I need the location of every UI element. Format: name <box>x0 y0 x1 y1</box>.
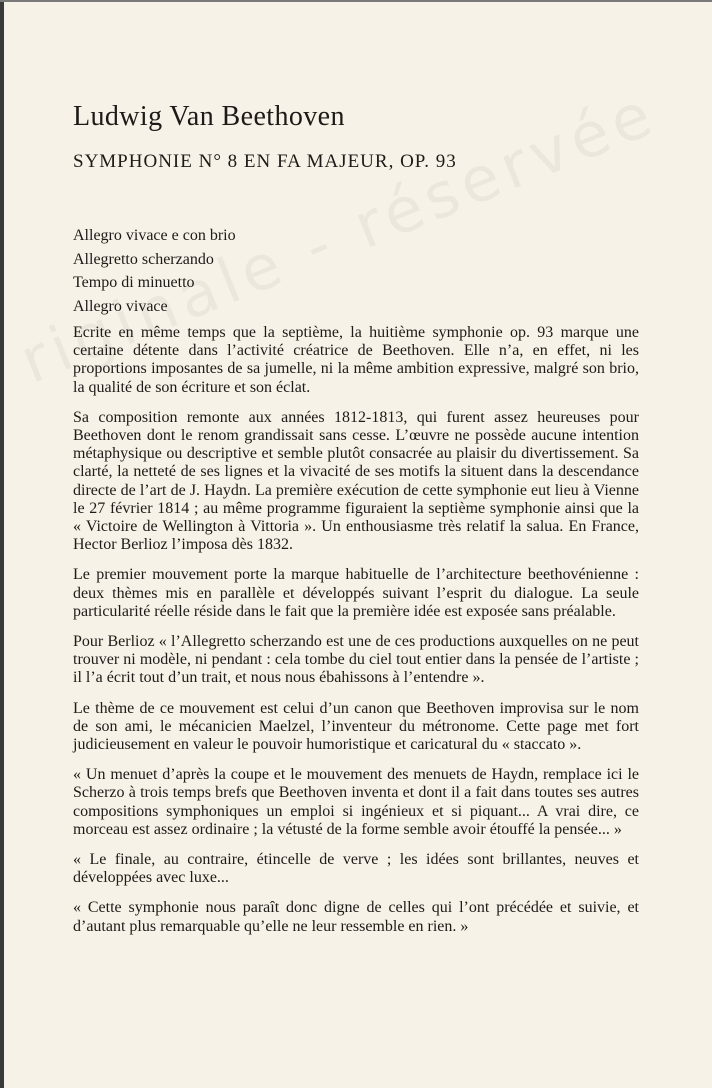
movement-item: Allegro vivace <box>73 297 168 315</box>
paragraph: Ecrite en même temps que la septième, la huitième symphonie op. 93 marque une certaine détente dans l’activité créatrice de Beethoven. Elle n’a, en effet, ni les proportions imposantes de sa jumelle, ni la même ambition expressive, malgré son brio, la qualité de son écriture et son éclat. <box>73 324 639 396</box>
paragraph: Le premier mouvement porte la marque habituelle de l’architecture beethovénienne : deux thèmes mis en parallèle et développés suivant l’esprit du dialogue. La seule particularité réelle réside dans le fait que la première idée est exposée sans préalable. <box>73 566 639 620</box>
paragraph: Le thème de ce mouvement est celui d’un canon que Beethoven improvisa sur le nom de son ami, le mécanicien Maelzel, l’inventeur du métronome. Cette page met fort judicieusement en valeur le pouvoir humoristique et caricatural du « staccato ». <box>73 699 639 754</box>
work-title: SYMPHONIE N° 8 EN FA MAJEUR, OP. 93 <box>73 151 457 172</box>
scan-edge-top <box>0 0 712 2</box>
movement-item: Allegro vivace e con brio <box>73 227 236 244</box>
paragraph: « Le finale, au contraire, étincelle de verve ; les idées sont brillantes, neuves et développées avec luxe... <box>73 851 639 887</box>
scan-edge-left <box>0 0 4 1088</box>
paragraph: Sa composition remonte aux années 1812-1813, qui furent assez heureuses pour Beethoven dont le renom grandissait sans cesse. L’œuvre ne possède aucune intention métaphysique ou descriptive et semble plutôt consacrée au plaisir du divertissement. Sa clarté, la netteté de ses lignes et la vivacité de ses motifs la situent dans la descendance directe de l’art de J. Haydn. La première exécution de cette symphonie eut lieu à Vienne le 27 février 1814 ; au même programme figuraient la septième symphonie ainsi que la « Victoire de Wellington à Vittoria ». Un enthousiasme très relatif la salua. En France, Hector Berlioz l’imposa dès 1832. <box>73 408 639 554</box>
movement-item: Tempo di minuetto <box>73 274 195 291</box>
movement-list <box>73 224 639 318</box>
paragraph: « Cette symphonie nous paraît donc digne de celles qui l’ont précédée et suivie, et d’autant plus remarquable qu’elle ne leur ressemble en rien. » <box>73 899 639 935</box>
document-body <box>73 100 639 936</box>
composer-heading: Ludwig Van Beethoven <box>73 101 345 132</box>
paragraph: « Un menuet d’après la coupe et le mouvement des menuets de Haydn, remplace ici le Scherzo à trois temps brefs que Beethoven inventa et dont il a fait dans toutes ses autres compositions symphoniques un emploi si ingénieux et si piquant... A vrai dire, ce morceau est assez ordinaire ; la vétusté de la forme semble avoir étouffé la pensée... » <box>73 766 639 838</box>
movement-item: Allegretto scherzando <box>73 250 214 268</box>
paragraph: Pour Berlioz « l’Allegretto scherzando est une de ces productions auxquelles on ne peut trouver ni modèle, ni pendant : cela tombe du ciel tout entier dans la pensée de l’artiste ; il l’a écrit tout d’un trait, et nous nous ébahissons à l’entendre ». <box>73 633 639 687</box>
